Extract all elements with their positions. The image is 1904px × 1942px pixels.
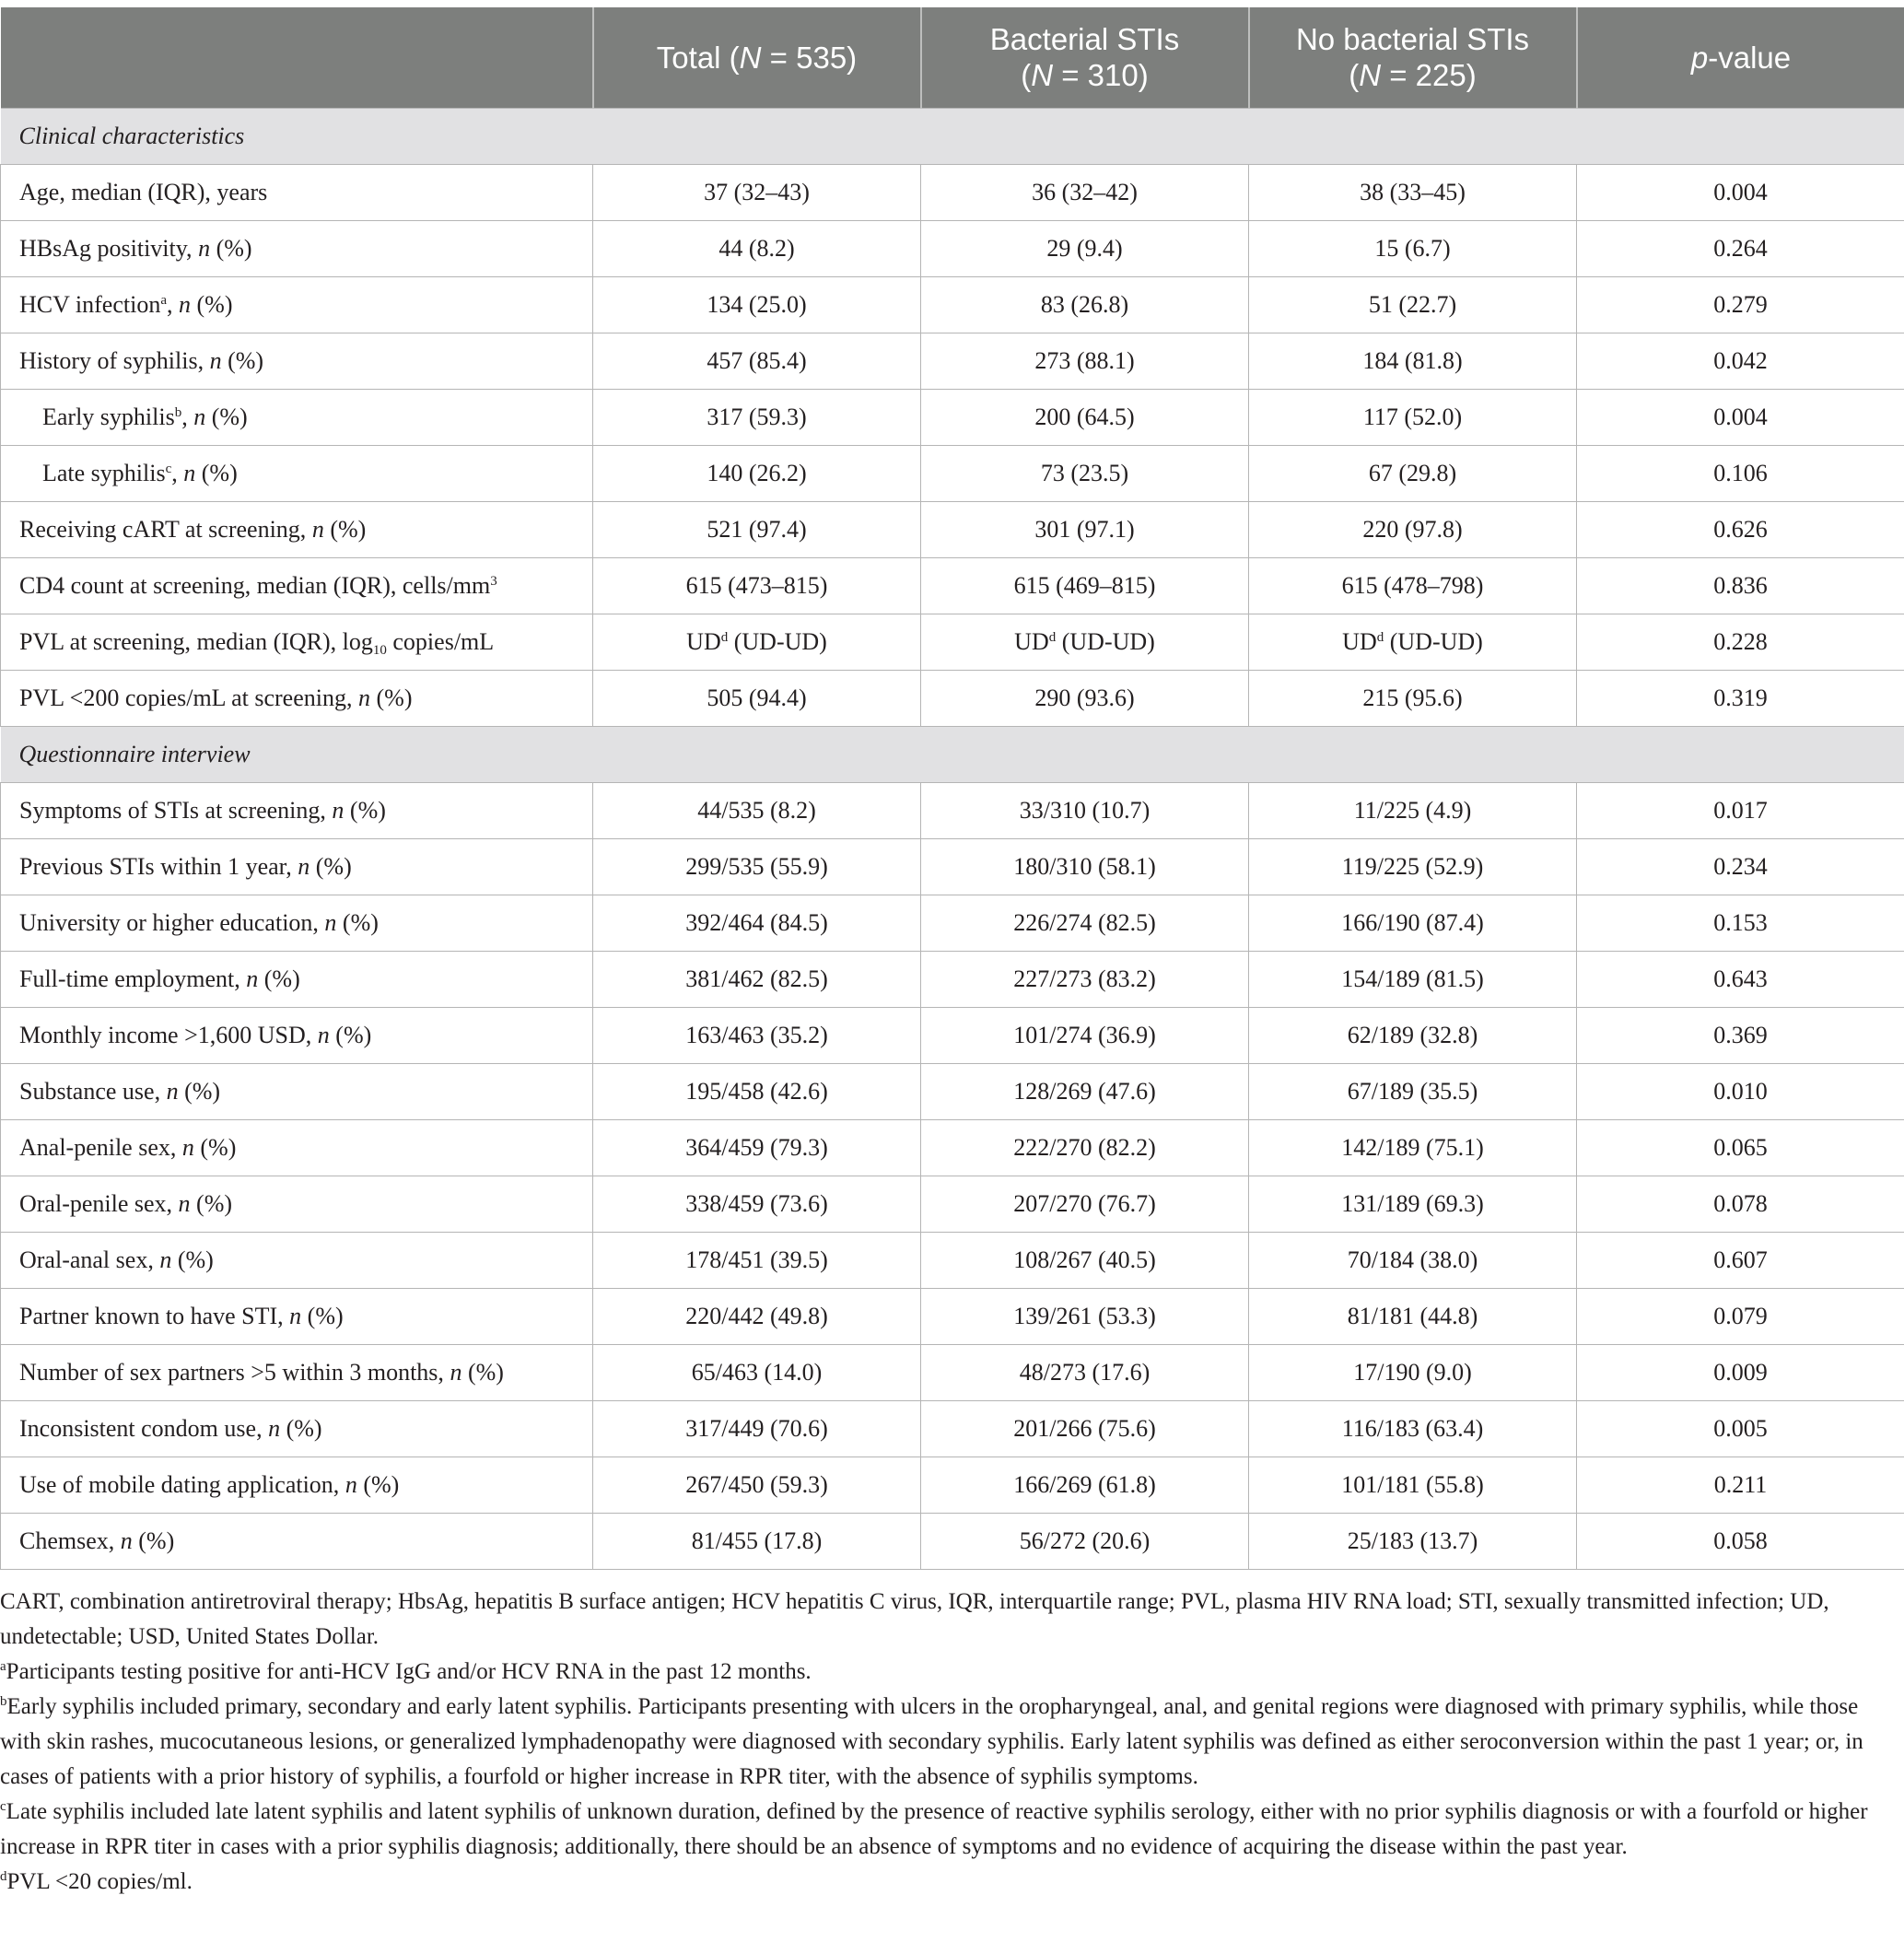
header-no-bacterial: No bacterial STIs (N = 225)	[1249, 7, 1577, 108]
cell-pvalue: 0.211	[1577, 1456, 1904, 1513]
cell-total: 195/458 (42.6)	[593, 1063, 921, 1119]
cell-bacterial: 226/274 (82.5)	[921, 895, 1249, 951]
cell-no-bacterial: 119/225 (52.9)	[1249, 838, 1577, 895]
cell-bacterial: 29 (9.4)	[921, 220, 1249, 276]
cell-bacterial: 227/273 (83.2)	[921, 951, 1249, 1007]
cell-no-bacterial: 154/189 (81.5)	[1249, 951, 1577, 1007]
cell-no-bacterial: 67/189 (35.5)	[1249, 1063, 1577, 1119]
footnote-a: $^a$Participants testing positive for anti-HCV IgG and/or HCV RNA in the past 12 months.	[0, 1659, 812, 1684]
footnote-abbreviations: CART, combination antiretroviral therapy; HbsAg, hepatitis B surface antigen; HCV hepatitis C virus, IQR, interquartile range; PVL, plasma HIV RNA load; STI, sexually transmitted infection; UD, undetectable; USD, United States Dollar.	[0, 1589, 1829, 1649]
cell-bacterial: 36 (32–42)	[921, 164, 1249, 220]
cell-bacterial: 48/273 (17.6)	[921, 1344, 1249, 1400]
cell-total: 267/450 (59.3)	[593, 1456, 921, 1513]
cell-no-bacterial: 142/189 (75.1)	[1249, 1119, 1577, 1176]
cell-total: $UD^d$ (UD-UD)	[593, 614, 921, 670]
cell-no-bacterial: 101/181 (55.8)	[1249, 1456, 1577, 1513]
cell-total: 37 (32–43)	[593, 164, 921, 220]
section-title: Questionnaire interview	[1, 726, 1904, 782]
cell-pvalue: 0.058	[1577, 1513, 1904, 1569]
section-title: Clinical characteristics	[1, 108, 1904, 164]
row-label: CD4 count at screening, median (IQR), cells/$mm^3$	[1, 557, 593, 614]
cell-total: 163/463 (35.2)	[593, 1007, 921, 1063]
cell-bacterial: 56/272 (20.6)	[921, 1513, 1249, 1569]
cell-no-bacterial: 166/190 (87.4)	[1249, 895, 1577, 951]
table-row	[1, 951, 1904, 1007]
cell-no-bacterial: 17/190 (9.0)	[1249, 1344, 1577, 1400]
cell-no-bacterial: 67 (29.8)	[1249, 445, 1577, 501]
row-label: Monthly income >1,600 USD, n (%)	[1, 1007, 593, 1063]
cell-pvalue: 0.079	[1577, 1288, 1904, 1344]
table-row	[1, 1176, 1904, 1232]
cell-bacterial: 101/274 (36.9)	[921, 1007, 1249, 1063]
cell-total: 381/462 (82.5)	[593, 951, 921, 1007]
section-row-questionnaire	[1, 726, 1904, 782]
row-label: Substance use, n (%)	[1, 1063, 593, 1119]
cell-no-bacterial: 38 (33–45)	[1249, 164, 1577, 220]
row-label: Full-time employment, n (%)	[1, 951, 593, 1007]
table-row	[1, 501, 1904, 557]
cell-pvalue: 0.153	[1577, 895, 1904, 951]
row-label: History of syphilis, n (%)	[1, 333, 593, 389]
header-row	[1, 7, 1904, 108]
cell-bacterial: 128/269 (47.6)	[921, 1063, 1249, 1119]
cell-bacterial: 166/269 (61.8)	[921, 1456, 1249, 1513]
cell-pvalue: 0.626	[1577, 501, 1904, 557]
cell-total: 299/535 (55.9)	[593, 838, 921, 895]
cell-total: 364/459 (79.3)	[593, 1119, 921, 1176]
cell-bacterial: 83 (26.8)	[921, 276, 1249, 333]
cell-pvalue: 0.009	[1577, 1344, 1904, 1400]
footnote-b: $^b$Early syphilis included primary, secondary and early latent syphilis. Participants presenting with ulcers in the oropharyngeal, anal, and genital regions were diagnosed with primary syphilis, while those with skin rashes, mucocutaneous lesions, or generalized lymphadenopathy were diagnosed with secondary syphilis. Early latent syphilis was defined as either seroconversion within the past 1 year; or, in cases of patients with a prior history of syphilis, a fourfold or higher increase in RPR titer, with the absence of syphilis symptoms.	[0, 1694, 1863, 1789]
table-row	[1, 1119, 1904, 1176]
row-label: Symptoms of STIs at screening, n (%)	[1, 782, 593, 838]
cell-pvalue: 0.234	[1577, 838, 1904, 895]
cell-bacterial: 73 (23.5)	[921, 445, 1249, 501]
table-row	[1, 1400, 1904, 1456]
row-label: HCV infection$^a$, n (%)	[1, 276, 593, 333]
table-row	[1, 1288, 1904, 1344]
row-label: Late syphilis$^c$, n (%)	[1, 445, 593, 501]
cell-bacterial: 201/266 (75.6)	[921, 1400, 1249, 1456]
row-label: Receiving cART at screening, n (%)	[1, 501, 593, 557]
table-container	[0, 7, 1904, 1570]
cell-pvalue: 0.106	[1577, 445, 1904, 501]
cell-no-bacterial: 215 (95.6)	[1249, 670, 1577, 726]
table-row	[1, 1513, 1904, 1569]
cell-total: 615 (473–815)	[593, 557, 921, 614]
table-row	[1, 445, 1904, 501]
cell-total: 317/449 (70.6)	[593, 1400, 921, 1456]
cell-no-bacterial: 116/183 (63.4)	[1249, 1400, 1577, 1456]
row-label: Oral-penile sex, n (%)	[1, 1176, 593, 1232]
cell-no-bacterial: 11/225 (4.9)	[1249, 782, 1577, 838]
row-label: Number of sex partners >5 within 3 months, n (%)	[1, 1344, 593, 1400]
header-pvalue: p-value	[1577, 7, 1904, 108]
row-label: Age, median (IQR), years	[1, 164, 593, 220]
cell-total: 392/464 (84.5)	[593, 895, 921, 951]
cell-pvalue: 0.228	[1577, 614, 1904, 670]
cell-total: 505 (94.4)	[593, 670, 921, 726]
cell-total: 44/535 (8.2)	[593, 782, 921, 838]
cell-bacterial: 290 (93.6)	[921, 670, 1249, 726]
cell-pvalue: 0.004	[1577, 389, 1904, 445]
cell-pvalue: 0.005	[1577, 1400, 1904, 1456]
cell-bacterial: 615 (469–815)	[921, 557, 1249, 614]
table-row	[1, 389, 1904, 445]
cell-no-bacterial: 70/184 (38.0)	[1249, 1232, 1577, 1288]
header-bacterial: Bacterial STIs (N = 310)	[921, 7, 1249, 108]
table-row	[1, 782, 1904, 838]
row-label: Previous STIs within 1 year, n (%)	[1, 838, 593, 895]
cell-pvalue: 0.643	[1577, 951, 1904, 1007]
cell-no-bacterial: 25/183 (13.7)	[1249, 1513, 1577, 1569]
cell-bacterial: 222/270 (82.2)	[921, 1119, 1249, 1176]
data-table	[0, 7, 1904, 1570]
cell-bacterial: 207/270 (76.7)	[921, 1176, 1249, 1232]
cell-total: 521 (97.4)	[593, 501, 921, 557]
cell-no-bacterial: 615 (478–798)	[1249, 557, 1577, 614]
cell-total: 220/442 (49.8)	[593, 1288, 921, 1344]
row-label: Oral-anal sex, n (%)	[1, 1232, 593, 1288]
table-row	[1, 1344, 1904, 1400]
header-total: Total (N = 535)	[593, 7, 921, 108]
cell-pvalue: 0.065	[1577, 1119, 1904, 1176]
table-row	[1, 276, 1904, 333]
cell-pvalue: 0.264	[1577, 220, 1904, 276]
cell-total: 140 (26.2)	[593, 445, 921, 501]
cell-no-bacterial: $UD^d$ (UD-UD)	[1249, 614, 1577, 670]
cell-bacterial: 273 (88.1)	[921, 333, 1249, 389]
table-row	[1, 1007, 1904, 1063]
row-label: PVL <200 copies/mL at screening, n (%)	[1, 670, 593, 726]
cell-bacterial: 180/310 (58.1)	[921, 838, 1249, 895]
table-row	[1, 557, 1904, 614]
table-row	[1, 838, 1904, 895]
cell-pvalue: 0.010	[1577, 1063, 1904, 1119]
row-label: Anal-penile sex, n (%)	[1, 1119, 593, 1176]
cell-bacterial: $UD^d$ (UD-UD)	[921, 614, 1249, 670]
cell-no-bacterial: 131/189 (69.3)	[1249, 1176, 1577, 1232]
cell-total: 44 (8.2)	[593, 220, 921, 276]
table-row	[1, 220, 1904, 276]
table-row	[1, 1456, 1904, 1513]
row-label: Use of mobile dating application, n (%)	[1, 1456, 593, 1513]
row-label: Early syphilis$^b$, n (%)	[1, 389, 593, 445]
row-label: Partner known to have STI, n (%)	[1, 1288, 593, 1344]
table-row	[1, 1063, 1904, 1119]
cell-pvalue: 0.607	[1577, 1232, 1904, 1288]
table-row	[1, 164, 1904, 220]
cell-no-bacterial: 220 (97.8)	[1249, 501, 1577, 557]
row-label: Inconsistent condom use, n (%)	[1, 1400, 593, 1456]
cell-no-bacterial: 51 (22.7)	[1249, 276, 1577, 333]
cell-pvalue: 0.017	[1577, 782, 1904, 838]
cell-pvalue: 0.279	[1577, 276, 1904, 333]
cell-pvalue: 0.319	[1577, 670, 1904, 726]
cell-total: 178/451 (39.5)	[593, 1232, 921, 1288]
footnote-d: $^d$PVL <20 copies/ml.	[0, 1869, 193, 1894]
cell-bacterial: 33/310 (10.7)	[921, 782, 1249, 838]
row-label: PVL at screening, median (IQR), $\log_{10}$ copies/mL	[1, 614, 593, 670]
table-row	[1, 670, 1904, 726]
row-label: HBsAg positivity, n (%)	[1, 220, 593, 276]
footnote-c: $^c$Late syphilis included late latent syphilis and latent syphilis of unknown duration, defined by the presence of reactive syphilis serology, either with no prior syphilis diagnosis or with a fourfold or higher increase in RPR titer in cases with a prior syphilis diagnosis; additionally, there should be an absence of symptoms and no evidence of acquiring the disease within the past year.	[0, 1799, 1868, 1859]
cell-total: 134 (25.0)	[593, 276, 921, 333]
header-blank	[1, 7, 593, 108]
table-row	[1, 614, 1904, 670]
cell-no-bacterial: 184 (81.8)	[1249, 333, 1577, 389]
cell-total: 338/459 (73.6)	[593, 1176, 921, 1232]
cell-total: 65/463 (14.0)	[593, 1344, 921, 1400]
cell-bacterial: 108/267 (40.5)	[921, 1232, 1249, 1288]
cell-pvalue: 0.004	[1577, 164, 1904, 220]
row-label: Chemsex, n (%)	[1, 1513, 593, 1569]
cell-total: 317 (59.3)	[593, 389, 921, 445]
footnotes	[0, 1585, 1890, 1900]
cell-pvalue: 0.042	[1577, 333, 1904, 389]
row-label: University or higher education, n (%)	[1, 895, 593, 951]
cell-pvalue: 0.078	[1577, 1176, 1904, 1232]
cell-bacterial: 139/261 (53.3)	[921, 1288, 1249, 1344]
cell-no-bacterial: 62/189 (32.8)	[1249, 1007, 1577, 1063]
section-row-clinical	[1, 108, 1904, 164]
cell-pvalue: 0.836	[1577, 557, 1904, 614]
cell-bacterial: 301 (97.1)	[921, 501, 1249, 557]
cell-no-bacterial: 15 (6.7)	[1249, 220, 1577, 276]
cell-total: 457 (85.4)	[593, 333, 921, 389]
cell-no-bacterial: 117 (52.0)	[1249, 389, 1577, 445]
cell-total: 81/455 (17.8)	[593, 1513, 921, 1569]
table-row	[1, 895, 1904, 951]
cell-pvalue: 0.369	[1577, 1007, 1904, 1063]
cell-bacterial: 200 (64.5)	[921, 389, 1249, 445]
table-row	[1, 1232, 1904, 1288]
cell-no-bacterial: 81/181 (44.8)	[1249, 1288, 1577, 1344]
table-row	[1, 333, 1904, 389]
